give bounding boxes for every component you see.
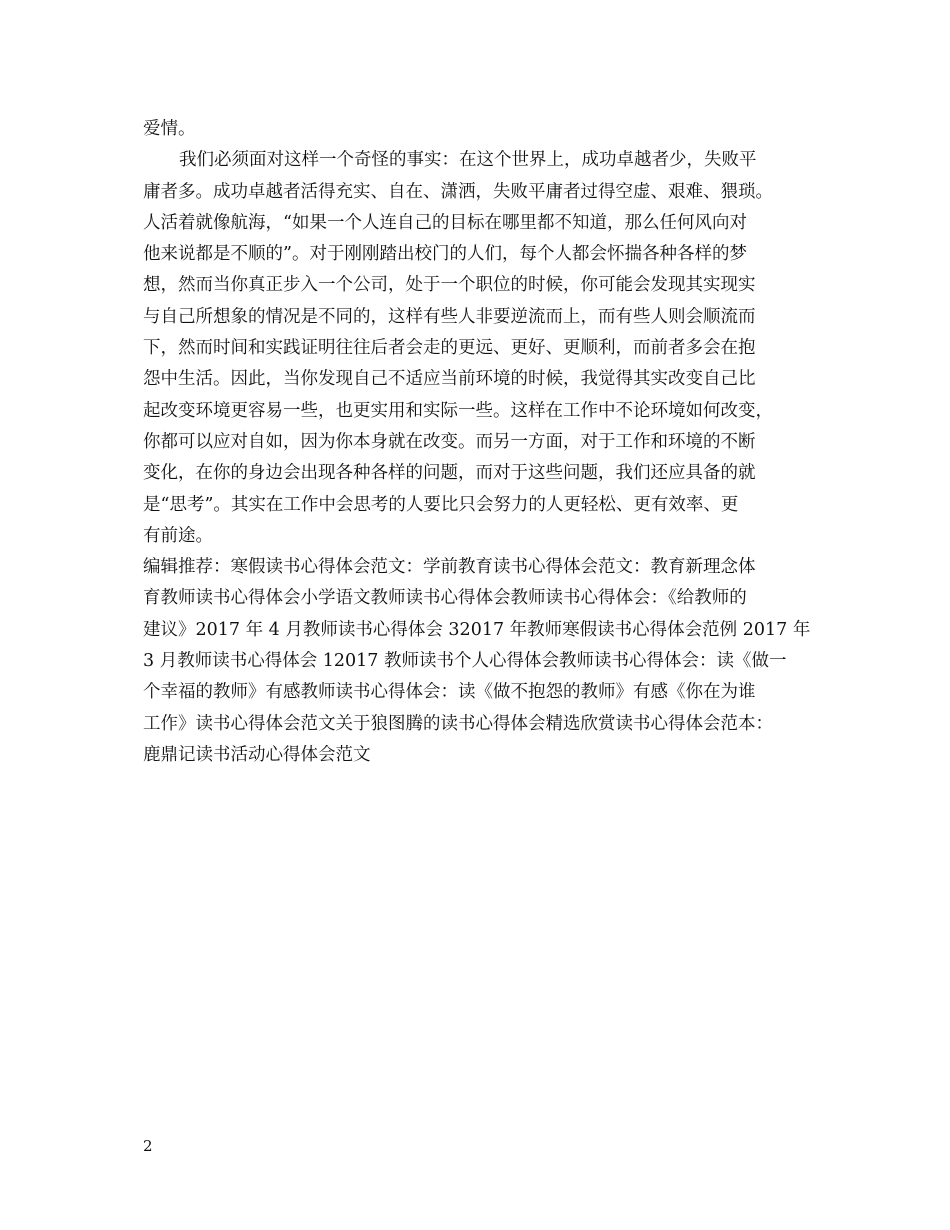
recommendation-line: 鹿鼎记读书活动心得体会范文: [143, 744, 371, 765]
recommendation-line: 建议》2017 年 4 月教师读书心得体会 32017 年教师寒假读书心得体会范例 2017 年: [143, 619, 811, 640]
paragraph-line: 他来说都是不顺的”。对于刚刚踏出校门的人们，每个人都会怀揣各种各样的梦: [143, 244, 747, 265]
paragraph-line: 想，然而当你真正步入一个公司，处于一个职位的时候，你可能会发现其实现实: [143, 275, 756, 296]
recommendation-line: 个幸福的教师》有感教师读书心得体会：读《做不抱怨的教师》有感《你在为谁: [143, 682, 756, 703]
recommendation-line: 育教师读书心得体会小学语文教师读书心得体会教师读书心得体会：《给教师的: [143, 588, 747, 609]
recommendation-line: 编辑推荐：寒假读书心得体会范文：学前教育读书心得体会范文：教育新理念体: [143, 557, 756, 578]
paragraph-line: 下，然而时间和实践证明往往后者会走的更远、更好、更顺利，而前者多会在抱: [143, 338, 756, 359]
recommendation-line: 工作》读书心得体会范文关于狼图腾的读书心得体会精选欣赏读书心得体会范本：: [143, 713, 773, 734]
paragraph-line: 怨中生活。因此，当你发现自己不适应当前环境的时候，我觉得其实改变自己比: [143, 369, 756, 390]
paragraph-continuation-line: 爱情。: [143, 119, 196, 139]
page-number: 2: [143, 1137, 153, 1155]
document-body: [143, 114, 823, 771]
paragraph-line: 我们必须面对这样一个奇怪的事实：在这个世界上，成功卓越者少，失败平: [179, 150, 757, 171]
paragraph-line: 起改变环境更容易一些，也更实用和实际一些。这样在工作中不论环境如何改变，: [143, 400, 773, 421]
paragraph-line: 庸者多。成功卓越者活得充实、自在、潇洒，失败平庸者过得空虚、艰难、猥琐。: [143, 181, 773, 202]
paragraph-line: 人活着就像航海，“如果一个人连自己的目标在哪里都不知道，那么任何风向对: [143, 212, 747, 233]
paragraph-line: 与自己所想象的情况是不同的，这样有些人非要逆流而上，而有些人则会顺流而: [143, 306, 756, 327]
paragraph-line: 变化，在你的身边会出现各种各样的问题，而对于这些问题，我们还应具备的就: [143, 463, 756, 484]
paragraph-line: 有前途。: [143, 525, 213, 546]
paragraph-line: 是“思考”。其实在工作中会思考的人要比只会努力的人更轻松、更有效率、更: [143, 494, 739, 515]
recommendation-line: 3 月教师读书心得体会 12017 教师读书个人心得体会教师读书心得体会：读《做一: [143, 651, 787, 672]
paragraph-line: 你都可以应对自如，因为你本身就在改变。而另一方面，对于工作和环境的不断: [143, 431, 756, 452]
